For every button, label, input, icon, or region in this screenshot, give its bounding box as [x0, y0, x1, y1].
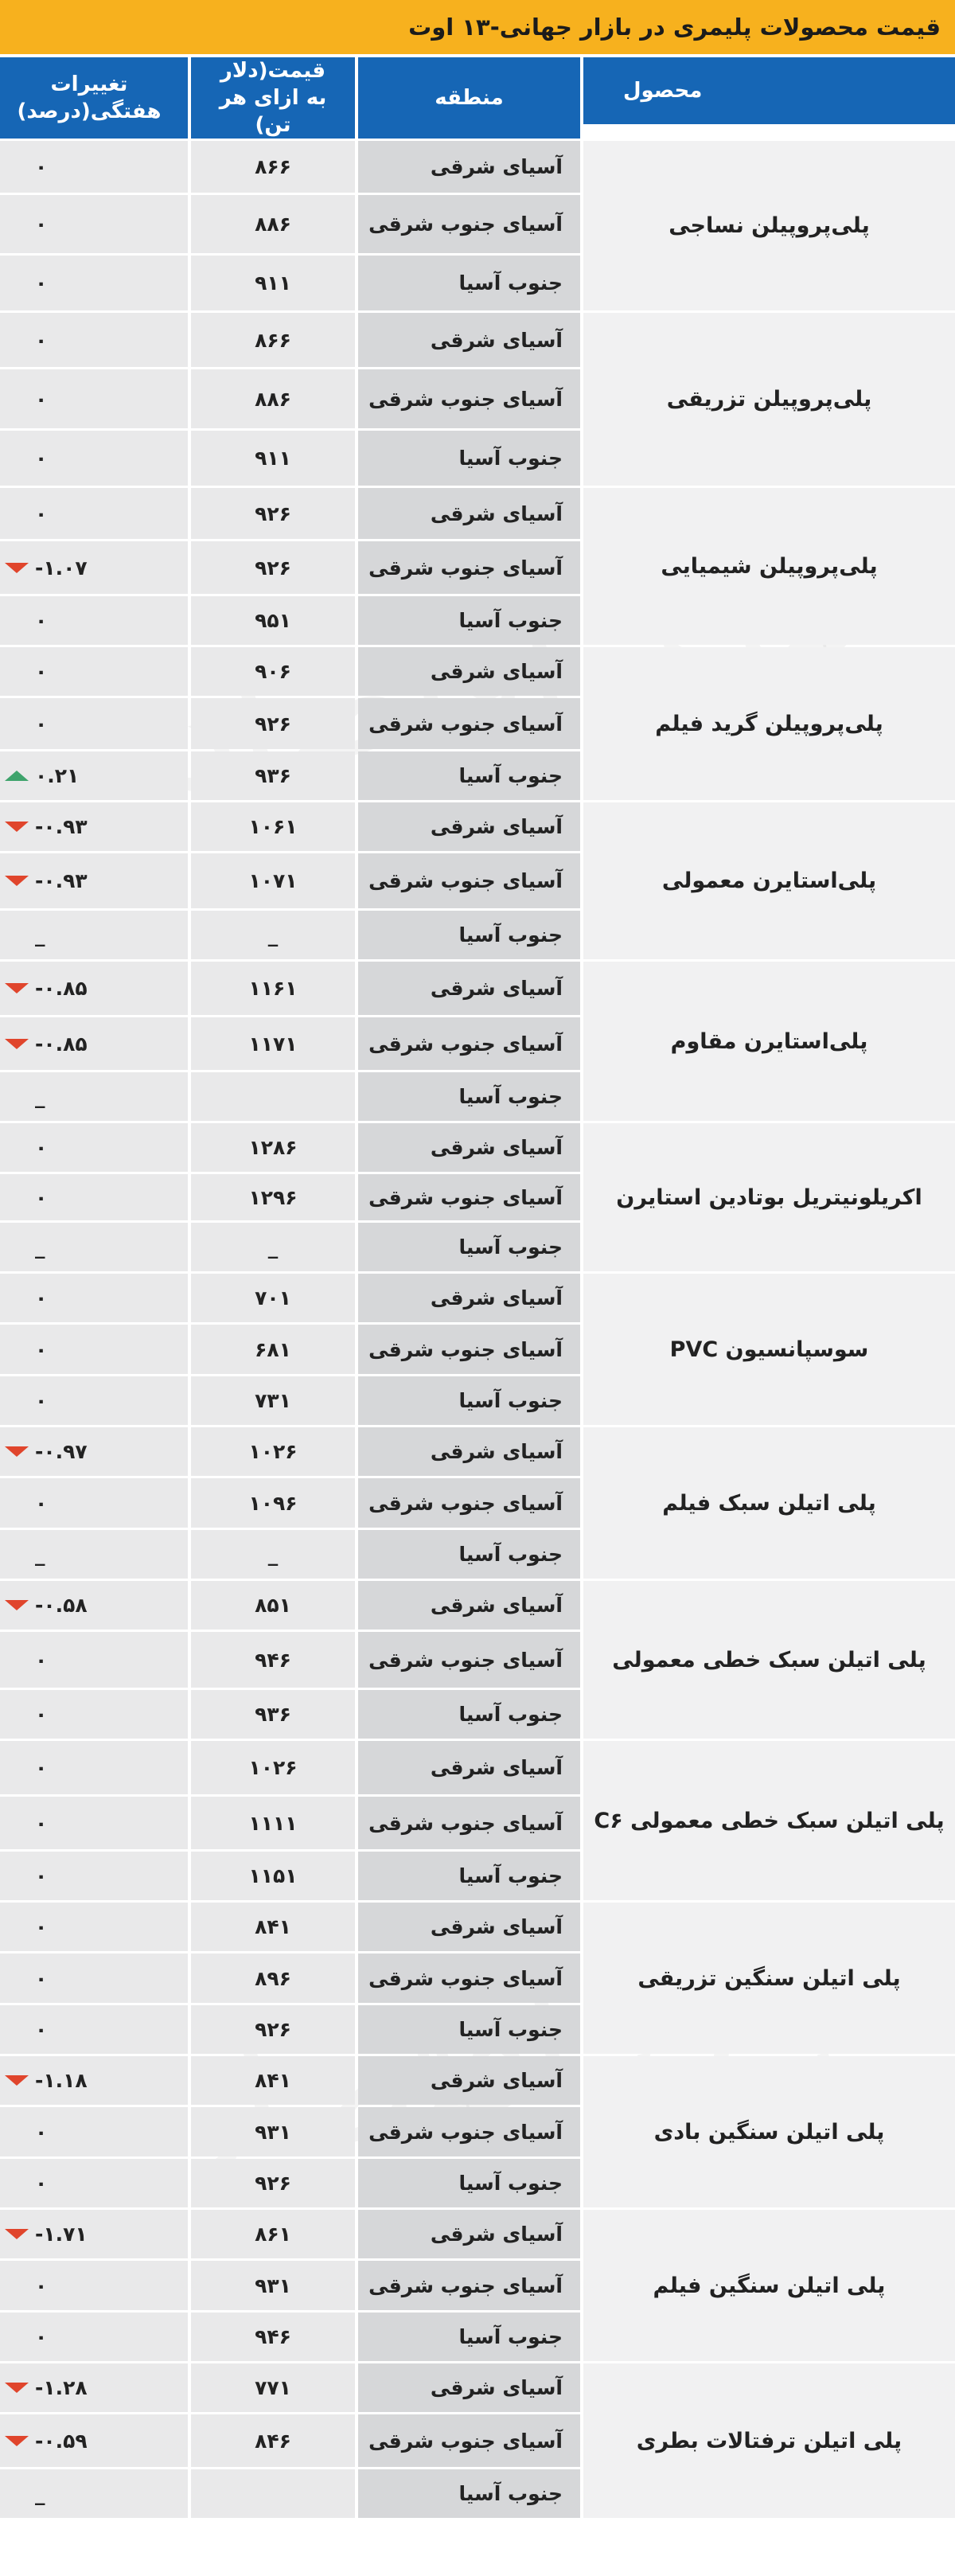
price-value: ۹۳۶	[191, 751, 355, 800]
change-value: ۰	[35, 2274, 48, 2297]
price-value: ۸۴۶	[191, 2414, 355, 2467]
change-value: -۱.۲۸	[35, 2376, 88, 2399]
change-value: ۰	[35, 1185, 48, 1209]
header-region: منطقه	[358, 57, 580, 139]
change-value: ۰	[35, 712, 48, 736]
region-name: جنوب آسیا	[358, 1690, 580, 1739]
trend-down-icon	[5, 2075, 29, 2086]
price-value: ۹۳۶	[191, 1690, 355, 1739]
change-value: ۰	[35, 1648, 48, 1672]
weekly-change	[0, 1274, 188, 1322]
price-value: ۸۴۱	[191, 2056, 355, 2105]
weekly-change	[0, 1632, 188, 1688]
weekly-change	[0, 1530, 188, 1579]
trend-down-icon	[5, 822, 29, 832]
price-table	[0, 57, 955, 2518]
weekly-change	[0, 1581, 188, 1630]
weekly-change	[0, 596, 188, 645]
price-value: ۹۴۶	[191, 2313, 355, 2361]
price-value: ۷۳۱	[191, 1376, 355, 1425]
price-value: ۹۱۱	[191, 431, 355, 486]
product-name: پلی اتیلن سنگین بادی	[583, 2056, 955, 2207]
change-value: ۰	[35, 328, 48, 352]
weekly-change	[0, 1072, 188, 1121]
price-value: ۹۵۱	[191, 596, 355, 645]
product-name: پلی‌استایرن معمولی	[583, 802, 955, 959]
region-name: آسیای جنوب شرقی	[358, 2261, 580, 2310]
change-value: ۰	[35, 1337, 48, 1361]
product-name: پلی‌استایرن مقاوم	[583, 962, 955, 1121]
region-name: آسیای جنوب شرقی	[358, 2414, 580, 2467]
change-value: ۰	[35, 2172, 48, 2195]
change-value: _	[35, 1235, 45, 1259]
trend-down-icon	[5, 2383, 29, 2393]
price-value: _	[191, 1530, 355, 1579]
weekly-change	[0, 2107, 188, 2156]
price-value: ۹۱۱	[191, 256, 355, 310]
price-value: ۸۶۱	[191, 2210, 355, 2258]
region-name: آسیای جنوب شرقی	[358, 853, 580, 908]
weekly-change	[0, 1953, 188, 2003]
price-value: ۸۸۶	[191, 195, 355, 253]
price-value: ۱۱۶۱	[191, 962, 355, 1015]
weekly-change	[0, 1741, 188, 1794]
weekly-change	[0, 962, 188, 1015]
region-name: آسیای جنوب شرقی	[358, 1174, 580, 1220]
product-name: پلی اتیلن سبک خطی معمولی	[583, 1581, 955, 1739]
price-value: ۱۰۲۶	[191, 1741, 355, 1794]
change-value: -۱.۰۷	[35, 556, 88, 580]
region-name: آسیای جنوب شرقی	[358, 2107, 580, 2156]
weekly-change	[0, 1017, 188, 1070]
price-value: ۹۳۱	[191, 2107, 355, 2156]
header-price: قیمت(دلار به ازای هر تن)	[191, 57, 355, 139]
change-value: ۰	[35, 1286, 48, 1309]
header-product: محصول	[583, 57, 955, 124]
change-value: ۰	[35, 609, 48, 632]
change-value: -۱.۱۸	[35, 2069, 88, 2092]
price-value: ۶۸۱	[191, 1325, 355, 1374]
weekly-change	[0, 1478, 188, 1528]
price-value: ۸۶۶	[191, 141, 355, 193]
weekly-change	[0, 2210, 188, 2258]
price-value: ۹۴۶	[191, 1632, 355, 1688]
price-value: ۹۲۶	[191, 488, 355, 539]
region-name: آسیای جنوب شرقی	[358, 1632, 580, 1688]
price-value: ۱۱۷۱	[191, 1017, 355, 1070]
region-name: جنوب آسیا	[358, 1852, 580, 1900]
region-name: آسیای شرقی	[358, 1581, 580, 1630]
weekly-change	[0, 1174, 188, 1220]
region-name: جنوب آسیا	[358, 256, 580, 310]
region-name: جنوب آسیا	[358, 1072, 580, 1121]
region-name: جنوب آسیا	[358, 1530, 580, 1579]
weekly-change	[0, 751, 188, 800]
weekly-change	[0, 256, 188, 310]
region-name: جنوب آسیا	[358, 751, 580, 800]
weekly-change	[0, 431, 188, 486]
change-value: -۰.۸۵	[35, 977, 88, 1000]
price-value: ۹۲۶	[191, 2159, 355, 2207]
weekly-change	[0, 1427, 188, 1476]
trend-up-icon	[5, 771, 29, 781]
region-name: جنوب آسیا	[358, 596, 580, 645]
change-value: ۰	[35, 1864, 48, 1887]
change-value: _	[35, 923, 45, 946]
region-name: جنوب آسیا	[358, 2469, 580, 2518]
change-value: -۰.۵۸	[35, 1594, 88, 1617]
price-value: _	[191, 1223, 355, 1271]
region-name: آسیای شرقی	[358, 2056, 580, 2105]
weekly-change	[0, 1903, 188, 1951]
trend-down-icon	[5, 2436, 29, 2446]
weekly-change	[0, 195, 188, 253]
region-name: آسیای شرقی	[358, 1903, 580, 1951]
weekly-change	[0, 488, 188, 539]
product-name: پلی‌پروپیلن تزریقی	[583, 313, 955, 486]
region-name: آسیای جنوب شرقی	[358, 541, 580, 594]
change-value: _	[35, 2482, 45, 2505]
weekly-change	[0, 802, 188, 851]
weekly-change	[0, 2469, 188, 2518]
trend-down-icon	[5, 876, 29, 886]
price-value: ۷۰۱	[191, 1274, 355, 1322]
price-value: ۱۰۹۶	[191, 1478, 355, 1528]
region-name: آسیای جنوب شرقی	[358, 1953, 580, 2003]
price-value: ۸۹۶	[191, 1953, 355, 2003]
price-value: ۹۲۶	[191, 2005, 355, 2054]
region-name: آسیای جنوب شرقی	[358, 195, 580, 253]
region-name: آسیای جنوب شرقی	[358, 1478, 580, 1528]
region-name: آسیای جنوب شرقی	[358, 1017, 580, 1070]
price-value: _	[191, 911, 355, 959]
weekly-change	[0, 911, 188, 959]
change-value: _	[35, 1085, 45, 1108]
product-name: پلی اتیلن سبک خطی معمولی C۶	[583, 1741, 955, 1900]
price-value: ۱۰۶۱	[191, 802, 355, 851]
product-name: پلی‌پروپیلن گرید فیلم	[583, 647, 955, 800]
region-name: آسیای شرقی	[358, 2210, 580, 2258]
weekly-change	[0, 2414, 188, 2467]
price-value	[191, 1072, 355, 1121]
change-value: ۰	[35, 387, 48, 411]
price-value: ۹۲۶	[191, 541, 355, 594]
region-name: جنوب آسیا	[358, 911, 580, 959]
product-name: سوسپانسیون PVC	[583, 1274, 955, 1425]
change-value: ۰	[35, 1136, 48, 1159]
change-value: ۰.۲۱	[35, 764, 80, 787]
change-value: ۰	[35, 1811, 48, 1835]
change-value: _	[35, 1543, 45, 1566]
price-value: ۱۲۹۶	[191, 1174, 355, 1220]
region-name: آسیای شرقی	[358, 1741, 580, 1794]
price-value: ۸۵۱	[191, 1581, 355, 1630]
trend-down-icon	[5, 563, 29, 573]
trend-down-icon	[5, 1039, 29, 1049]
region-name: آسیای شرقی	[358, 647, 580, 696]
region-name: آسیای شرقی	[358, 1274, 580, 1322]
weekly-change	[0, 647, 188, 696]
change-value: ۰	[35, 2018, 48, 2041]
product-name: پلی اتیلن سنگین تزریقی	[583, 1903, 955, 2054]
region-name: جنوب آسیا	[358, 1376, 580, 1425]
region-name: آسیای جنوب شرقی	[358, 1325, 580, 1374]
weekly-change	[0, 698, 188, 749]
region-name: آسیای جنوب شرقی	[358, 369, 580, 428]
change-value: ۰	[35, 1966, 48, 1990]
price-value: ۹۰۶	[191, 647, 355, 696]
weekly-change	[0, 853, 188, 908]
change-value: ۰	[35, 2325, 48, 2348]
weekly-change	[0, 369, 188, 428]
price-value: ۱۰۲۶	[191, 1427, 355, 1476]
change-value: ۰	[35, 660, 48, 683]
change-value: -۰.۸۵	[35, 1032, 88, 1056]
weekly-change	[0, 1852, 188, 1900]
weekly-change	[0, 2159, 188, 2207]
region-name: آسیای جنوب شرقی	[358, 1797, 580, 1849]
change-value: ۰	[35, 155, 48, 178]
region-name: آسیای شرقی	[358, 962, 580, 1015]
price-value: ۸۶۶	[191, 313, 355, 367]
change-value: -۰.۹۷	[35, 1440, 88, 1463]
weekly-change	[0, 1797, 188, 1849]
trend-down-icon	[5, 2229, 29, 2239]
region-name: آسیای شرقی	[358, 141, 580, 193]
region-name: جنوب آسیا	[358, 1223, 580, 1271]
price-value: ۹۳۱	[191, 2261, 355, 2310]
price-value: ۹۲۶	[191, 698, 355, 749]
change-value: -۰.۵۹	[35, 2429, 88, 2453]
change-value: ۰	[35, 502, 48, 525]
weekly-change	[0, 141, 188, 193]
product-name: اکریلونیتریل بوتادین استایرن	[583, 1123, 955, 1271]
weekly-change	[0, 2261, 188, 2310]
region-name: آسیای شرقی	[358, 313, 580, 367]
weekly-change	[0, 2056, 188, 2105]
price-value: ۷۷۱	[191, 2363, 355, 2412]
change-value: ۰	[35, 1389, 48, 1412]
weekly-change	[0, 2005, 188, 2054]
weekly-change	[0, 1123, 188, 1172]
change-value: ۰	[35, 447, 48, 470]
weekly-change	[0, 2313, 188, 2361]
product-name: پلی اتیلن سنگین فیلم	[583, 2210, 955, 2361]
region-name: آسیای شرقی	[358, 1123, 580, 1172]
page-title: قیمت محصولات پلیمری در بازار جهانی-۱۳ اوت	[0, 0, 955, 54]
region-name: آسیای شرقی	[358, 802, 580, 851]
weekly-change	[0, 1223, 188, 1271]
trend-down-icon	[5, 1600, 29, 1610]
change-value: ۰	[35, 1491, 48, 1515]
change-value: -۰.۹۳	[35, 869, 88, 892]
change-value: -۰.۹۳	[35, 815, 88, 838]
price-value: ۸۴۱	[191, 1903, 355, 1951]
change-value: ۰	[35, 213, 48, 236]
weekly-change	[0, 2363, 188, 2412]
price-value	[191, 2469, 355, 2518]
product-name: پلی‌پروپیلن نساجی	[583, 141, 955, 310]
region-name: جنوب آسیا	[358, 2159, 580, 2207]
change-value: ۰	[35, 271, 48, 295]
change-value: -۱.۷۱	[35, 2223, 88, 2246]
region-name: آسیای شرقی	[358, 488, 580, 539]
region-name: جنوب آسیا	[358, 2313, 580, 2361]
product-name: پلی‌پروپیلن شیمیایی	[583, 488, 955, 645]
weekly-change	[0, 541, 188, 594]
change-value: ۰	[35, 2120, 48, 2144]
trend-down-icon	[5, 1446, 29, 1457]
product-name: پلی اتیلن ترفتالات بطری	[583, 2363, 955, 2518]
region-name: آسیای جنوب شرقی	[358, 698, 580, 749]
trend-down-icon	[5, 983, 29, 993]
price-value: ۱۱۵۱	[191, 1852, 355, 1900]
price-value: ۱۰۷۱	[191, 853, 355, 908]
region-name: آسیای شرقی	[358, 2363, 580, 2412]
header-change: تغییرات هفتگی(درصد)	[0, 57, 188, 139]
region-name: آسیای شرقی	[358, 1427, 580, 1476]
product-name: پلی اتیلن سبک فیلم	[583, 1427, 955, 1579]
price-value: ۸۸۶	[191, 369, 355, 428]
change-value: ۰	[35, 1756, 48, 1779]
region-name: جنوب آسیا	[358, 431, 580, 486]
change-value: ۰	[35, 1703, 48, 1726]
weekly-change	[0, 313, 188, 367]
weekly-change	[0, 1325, 188, 1374]
change-value: ۰	[35, 1915, 48, 1938]
region-name: جنوب آسیا	[358, 2005, 580, 2054]
price-value: ۱۲۸۶	[191, 1123, 355, 1172]
weekly-change	[0, 1690, 188, 1739]
price-value: ۱۱۱۱	[191, 1797, 355, 1849]
weekly-change	[0, 1376, 188, 1425]
